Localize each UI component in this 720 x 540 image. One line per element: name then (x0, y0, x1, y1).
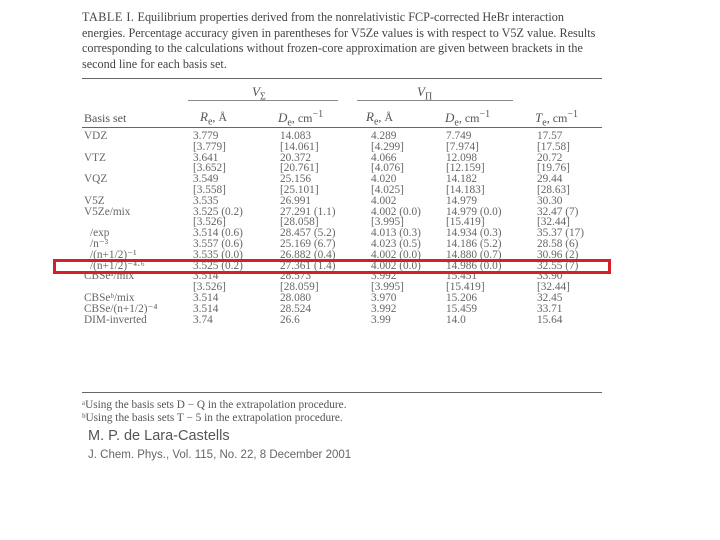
header-te: $T_e$, $cm^{-1}$ (535, 109, 578, 129)
value-cell: 4.002 (0.0) (371, 248, 421, 261)
caption-label: TABLE I. (82, 10, 135, 24)
basis-set-cell: VTZ (84, 151, 106, 164)
value-cell: 28.080 (280, 291, 312, 304)
value-cell: 3.525 (0.2) (193, 259, 243, 272)
value-cell: [3.526] (193, 281, 226, 294)
table-row (84, 304, 607, 315)
value-cell: [3.652] (193, 162, 226, 175)
value-cell: [3.558] (193, 183, 226, 196)
value-cell: 14.186 (5.2) (446, 237, 502, 250)
table-row (84, 196, 607, 207)
value-cell: 3.99 (371, 313, 391, 326)
value-cell: 14.986 (0.0) (446, 259, 502, 272)
value-cell: 3.779 (193, 130, 219, 142)
table-row (84, 163, 607, 174)
value-cell: 3.992 (371, 302, 397, 315)
basis-set-cell: DIM-inverted (84, 313, 147, 326)
top-rule (82, 78, 602, 79)
value-cell: 35.37 (17) (537, 227, 585, 240)
value-cell: 3.74 (193, 313, 213, 326)
value-cell: 28.457 (5.2) (280, 227, 336, 240)
table-row (84, 239, 607, 250)
value-cell: [15.419] (446, 281, 485, 294)
value-cell: [28.058] (280, 216, 319, 229)
value-cell: [4.299] (371, 140, 404, 153)
value-cell: 4.289 (371, 130, 397, 142)
value-cell: 3.557 (0.6) (193, 237, 243, 250)
author-name: M. P. de Lara-Castells (88, 428, 230, 444)
value-cell: [4.025] (371, 183, 404, 196)
basis-set-cell: CBSeᵇ/mix (84, 291, 135, 304)
table-row (84, 228, 607, 239)
value-cell: 14.979 (0.0) (446, 205, 502, 218)
value-cell: 4.013 (0.3) (371, 227, 421, 240)
group-header-pi: $V_\Pi$ (417, 84, 433, 103)
value-cell: [14.183] (446, 183, 485, 196)
table-row (84, 217, 607, 228)
value-cell: 28.524 (280, 302, 312, 315)
value-cell: [12.159] (446, 162, 485, 175)
highlight-box (53, 259, 611, 274)
basis-set-cell: /(n+1/2)⁻¹ (90, 248, 137, 261)
table-row (84, 174, 607, 185)
value-cell: [14.061] (280, 140, 319, 153)
basis-set-cell: /n⁻³ (90, 237, 109, 250)
value-cell: 3.970 (371, 291, 397, 304)
header-de-sigma: $D_e$, $cm^{-1}$ (278, 109, 324, 129)
table-row (84, 293, 607, 304)
value-cell: 14.979 (446, 194, 478, 207)
table-row (84, 282, 607, 293)
header-re-sigma: $R_e$, Å (200, 109, 228, 128)
value-cell: [20.761] (280, 162, 319, 175)
footnote-b: ᵇUsing the basis sets T − 5 in the extrapolation procedure. (82, 412, 343, 424)
value-cell: [25.101] (280, 183, 319, 196)
value-cell: 4.023 (0.5) (371, 237, 421, 250)
bottom-rule (82, 392, 602, 393)
value-cell: 32.55 (7) (537, 259, 579, 272)
value-cell: 14.0 (446, 313, 466, 326)
basis-set-cell: /exp (90, 227, 110, 240)
value-cell: 26.6 (280, 313, 300, 326)
value-cell: [15.419] (446, 216, 485, 229)
value-cell: 15.451 (446, 270, 478, 283)
value-cell: 4.002 (0.0) (371, 205, 421, 218)
value-cell: 27.361 (1.4) (280, 259, 336, 272)
value-cell: 14.880 (0.7) (446, 248, 502, 261)
value-cell: 12.098 (446, 151, 478, 164)
value-cell: 26.991 (280, 194, 312, 207)
value-cell: 3.514 (193, 270, 219, 283)
data-table (84, 131, 607, 325)
value-cell: 28.573 (280, 270, 312, 283)
value-cell: 15.459 (446, 302, 478, 315)
caption-text: Equilibrium properties derived from the nonrelativistic FCP-corrected HeBr interaction energies. Percentage accuracy given in parentheses for V5Ze values is with respect to V5Z value. Results corresponding to the calculations without frozen-core approximation are given between brackets in the second line for each basis set. (82, 10, 596, 71)
value-cell: 20.372 (280, 151, 312, 164)
value-cell: [3.526] (193, 216, 226, 229)
pi-underline (357, 100, 513, 101)
value-cell: 4.002 (371, 194, 397, 207)
table-row (84, 153, 607, 164)
table-row (84, 142, 607, 153)
value-cell: 15.64 (537, 313, 563, 326)
basis-set-cell: V5Ze/mix (84, 205, 131, 218)
value-cell: 30.96 (2) (537, 248, 579, 261)
basis-set-cell: V5Z (84, 194, 105, 207)
value-cell: 3.514 (193, 291, 219, 304)
value-cell: [28.059] (280, 281, 319, 294)
value-cell: 32.45 (537, 291, 563, 304)
group-header-sigma: $V_\Sigma$ (252, 84, 266, 103)
basis-set-cell: CBSeᵃ/mix (84, 270, 135, 283)
value-cell: 14.083 (280, 130, 312, 142)
sigma-underline (188, 100, 338, 101)
value-cell: 3.535 (193, 194, 219, 207)
value-cell: 27.291 (1.1) (280, 205, 336, 218)
value-cell: [3.995] (371, 281, 404, 294)
basis-set-cell (84, 142, 193, 153)
value-cell: 3.549 (193, 173, 219, 186)
value-cell: 7.749 (446, 130, 472, 142)
basis-set-cell: CBSe/(n+1/2)⁻⁴ (84, 302, 158, 315)
value-cell: 3.514 (193, 302, 219, 315)
table-row (84, 185, 607, 196)
value-cell: 20.72 (537, 151, 563, 164)
table-row (84, 207, 607, 218)
value-cell: [32.44] (537, 281, 570, 294)
table-row (84, 315, 607, 326)
journal-citation: J. Chem. Phys., Vol. 115, No. 22, 8 December 2001 (88, 449, 352, 461)
footnote-a: ᵃUsing the basis sets D − Q in the extrapolation procedure. (82, 399, 347, 411)
value-cell: [19.76] (537, 162, 570, 175)
value-cell: 30.30 (537, 194, 563, 207)
value-cell: 3.525 (0.2) (193, 205, 243, 218)
value-cell: 4.066 (371, 151, 397, 164)
table-row (84, 131, 607, 142)
value-cell: 33.90 (537, 270, 563, 283)
header-basis-set: Basis set (84, 111, 127, 125)
basis-set-cell: /(n+1/2)⁻⁴·⁶ (90, 259, 145, 272)
value-cell: [17.58] (537, 140, 570, 153)
value-cell: 3.535 (0.0) (193, 248, 243, 261)
value-cell: 28.58 (6) (537, 237, 579, 250)
value-cell: [3.995] (371, 216, 404, 229)
value-cell: [7.974] (446, 140, 479, 153)
header-rule (82, 127, 602, 128)
value-cell: 29.44 (537, 173, 563, 186)
data-table-body (84, 131, 607, 325)
value-cell: 4.002 (0.0) (371, 259, 421, 272)
value-cell: 14.934 (0.3) (446, 227, 502, 240)
value-cell: [28.63] (537, 183, 570, 196)
table-caption (82, 10, 602, 72)
value-cell: 33.71 (537, 302, 563, 315)
value-cell: 3.514 (0.6) (193, 227, 243, 240)
header-de-pi: $D_e$, $cm^{-1}$ (445, 109, 491, 129)
value-cell: 14.182 (446, 173, 478, 186)
value-cell: [32.44] (537, 216, 570, 229)
value-cell: 15.206 (446, 291, 478, 304)
value-cell: [3.779] (193, 140, 226, 153)
value-cell: [4.076] (371, 162, 404, 175)
value-cell: 26.882 (0.4) (280, 248, 336, 261)
value-cell: 4.020 (371, 173, 397, 186)
value-cell: 25.169 (6.7) (280, 237, 336, 250)
basis-set-cell: VQZ (84, 173, 108, 186)
header-re-pi: $R_e$, Å (366, 109, 394, 128)
value-cell: 17.57 (537, 130, 563, 142)
value-cell: 32.47 (7) (537, 205, 579, 218)
basis-set-cell: VDZ (84, 130, 108, 142)
value-cell: 3.641 (193, 151, 219, 164)
value-cell: 25.156 (280, 173, 312, 186)
value-cell: 3.992 (371, 270, 397, 283)
